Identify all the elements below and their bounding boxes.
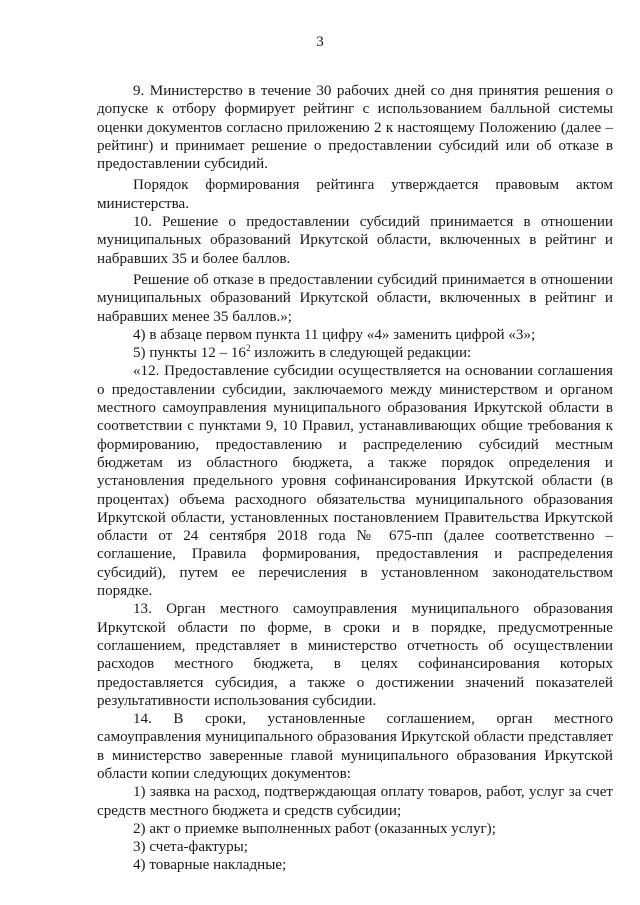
list-item-2: 2) акт о приемке выполненных работ (оказанных услуг);	[133, 820, 496, 837]
document-body	[97, 82, 613, 875]
paragraph-amendment-5	[97, 344, 613, 362]
paragraph-item-14: 14. В сроки, установленные соглашением, орган местного самоуправления муниципального образования Иркутской области представляет в министерство заверенные главой муниципального образования Иркутской области копии следующих документов:	[97, 711, 613, 782]
paragraph-item-12: «12. Предоставление субсидии осуществляется на основании соглашения о предоставлении субсидии, заключаемого между министерством и органом местного самоуправления муниципального образования Иркутской области в соответствии с пунктами 9, 10 Правил, устанавливающих общие требования к формированию, предоставлению и распределению субсидий местным бюджетам из областного бюджета, а также порядок определения и установления предельного уровня софинансирования Иркутской области (в процентах) объема расходного обязательства муниципального образования Иркутской области, установленных постановлением Правительства Иркутской области от 24 сентября 2018 года № 675-пп (далее соответственно – соглашение, Правила формирования, предоставления и распределения субсидий), путем ее перечисления в установленном законодательством порядке.	[97, 363, 613, 600]
paragraph-item-10: 10. Решение о предоставлении субсидий принимается в отношении муниципальных образований Иркутской области, включенных в рейтинг и набравших 35 и более баллов.	[97, 214, 613, 267]
list-item-1: 1) заявка на расход, подтверждающая оплату товаров, работ, услуг за счет средств местного бюджета и средств субсидии;	[97, 784, 613, 819]
amendment-5-superscript: 2	[245, 343, 251, 354]
paragraph-refusal-decision: Решение об отказе в предоставлении субсидий принимается в отношении муниципальных образований Иркутской области, включенных в рейтинг и набравших менее 35 баллов.»;	[97, 271, 613, 325]
amendment-5-text-end: изложить в следующей редакции:	[250, 345, 472, 362]
amendment-5-text-start: 5) пункты 12 – 16	[133, 345, 246, 362]
page-number: 3	[316, 34, 324, 50]
paragraph-rating-order: Порядок формирования рейтинга утверждается правовым актом министерства.	[97, 177, 613, 212]
paragraph-item-13: 13. Орган местного самоуправления муниципального образования Иркутской области по форме, в сроки и в порядке, предусмотренные соглашением, представляет в министерство отчетность об осуществлении расходов местного бюджета, в целях софинансирования которых предоставляется субсидия, а также о достижении значений показателей результативности использования субсидии.	[97, 601, 613, 709]
paragraph-item-9: 9. Министерство в течение 30 рабочих дней со дня принятия решения о допуске к отбору формирует рейтинг с использованием балльной системы оценки документов согласно приложению 2 к настоящему Положению (далее – рейтинг) и принимает решение о предоставлении субсидий или об отказе в предоставлении субсидий.	[97, 83, 613, 173]
list-item-3: 3) счета-фактуры;	[133, 839, 248, 856]
paragraph-amendment-4: 4) в абзаце первом пункта 11 цифру «4» заменить цифрой «3»;	[133, 326, 536, 343]
list-item-4: 4) товарные накладные;	[133, 857, 287, 874]
